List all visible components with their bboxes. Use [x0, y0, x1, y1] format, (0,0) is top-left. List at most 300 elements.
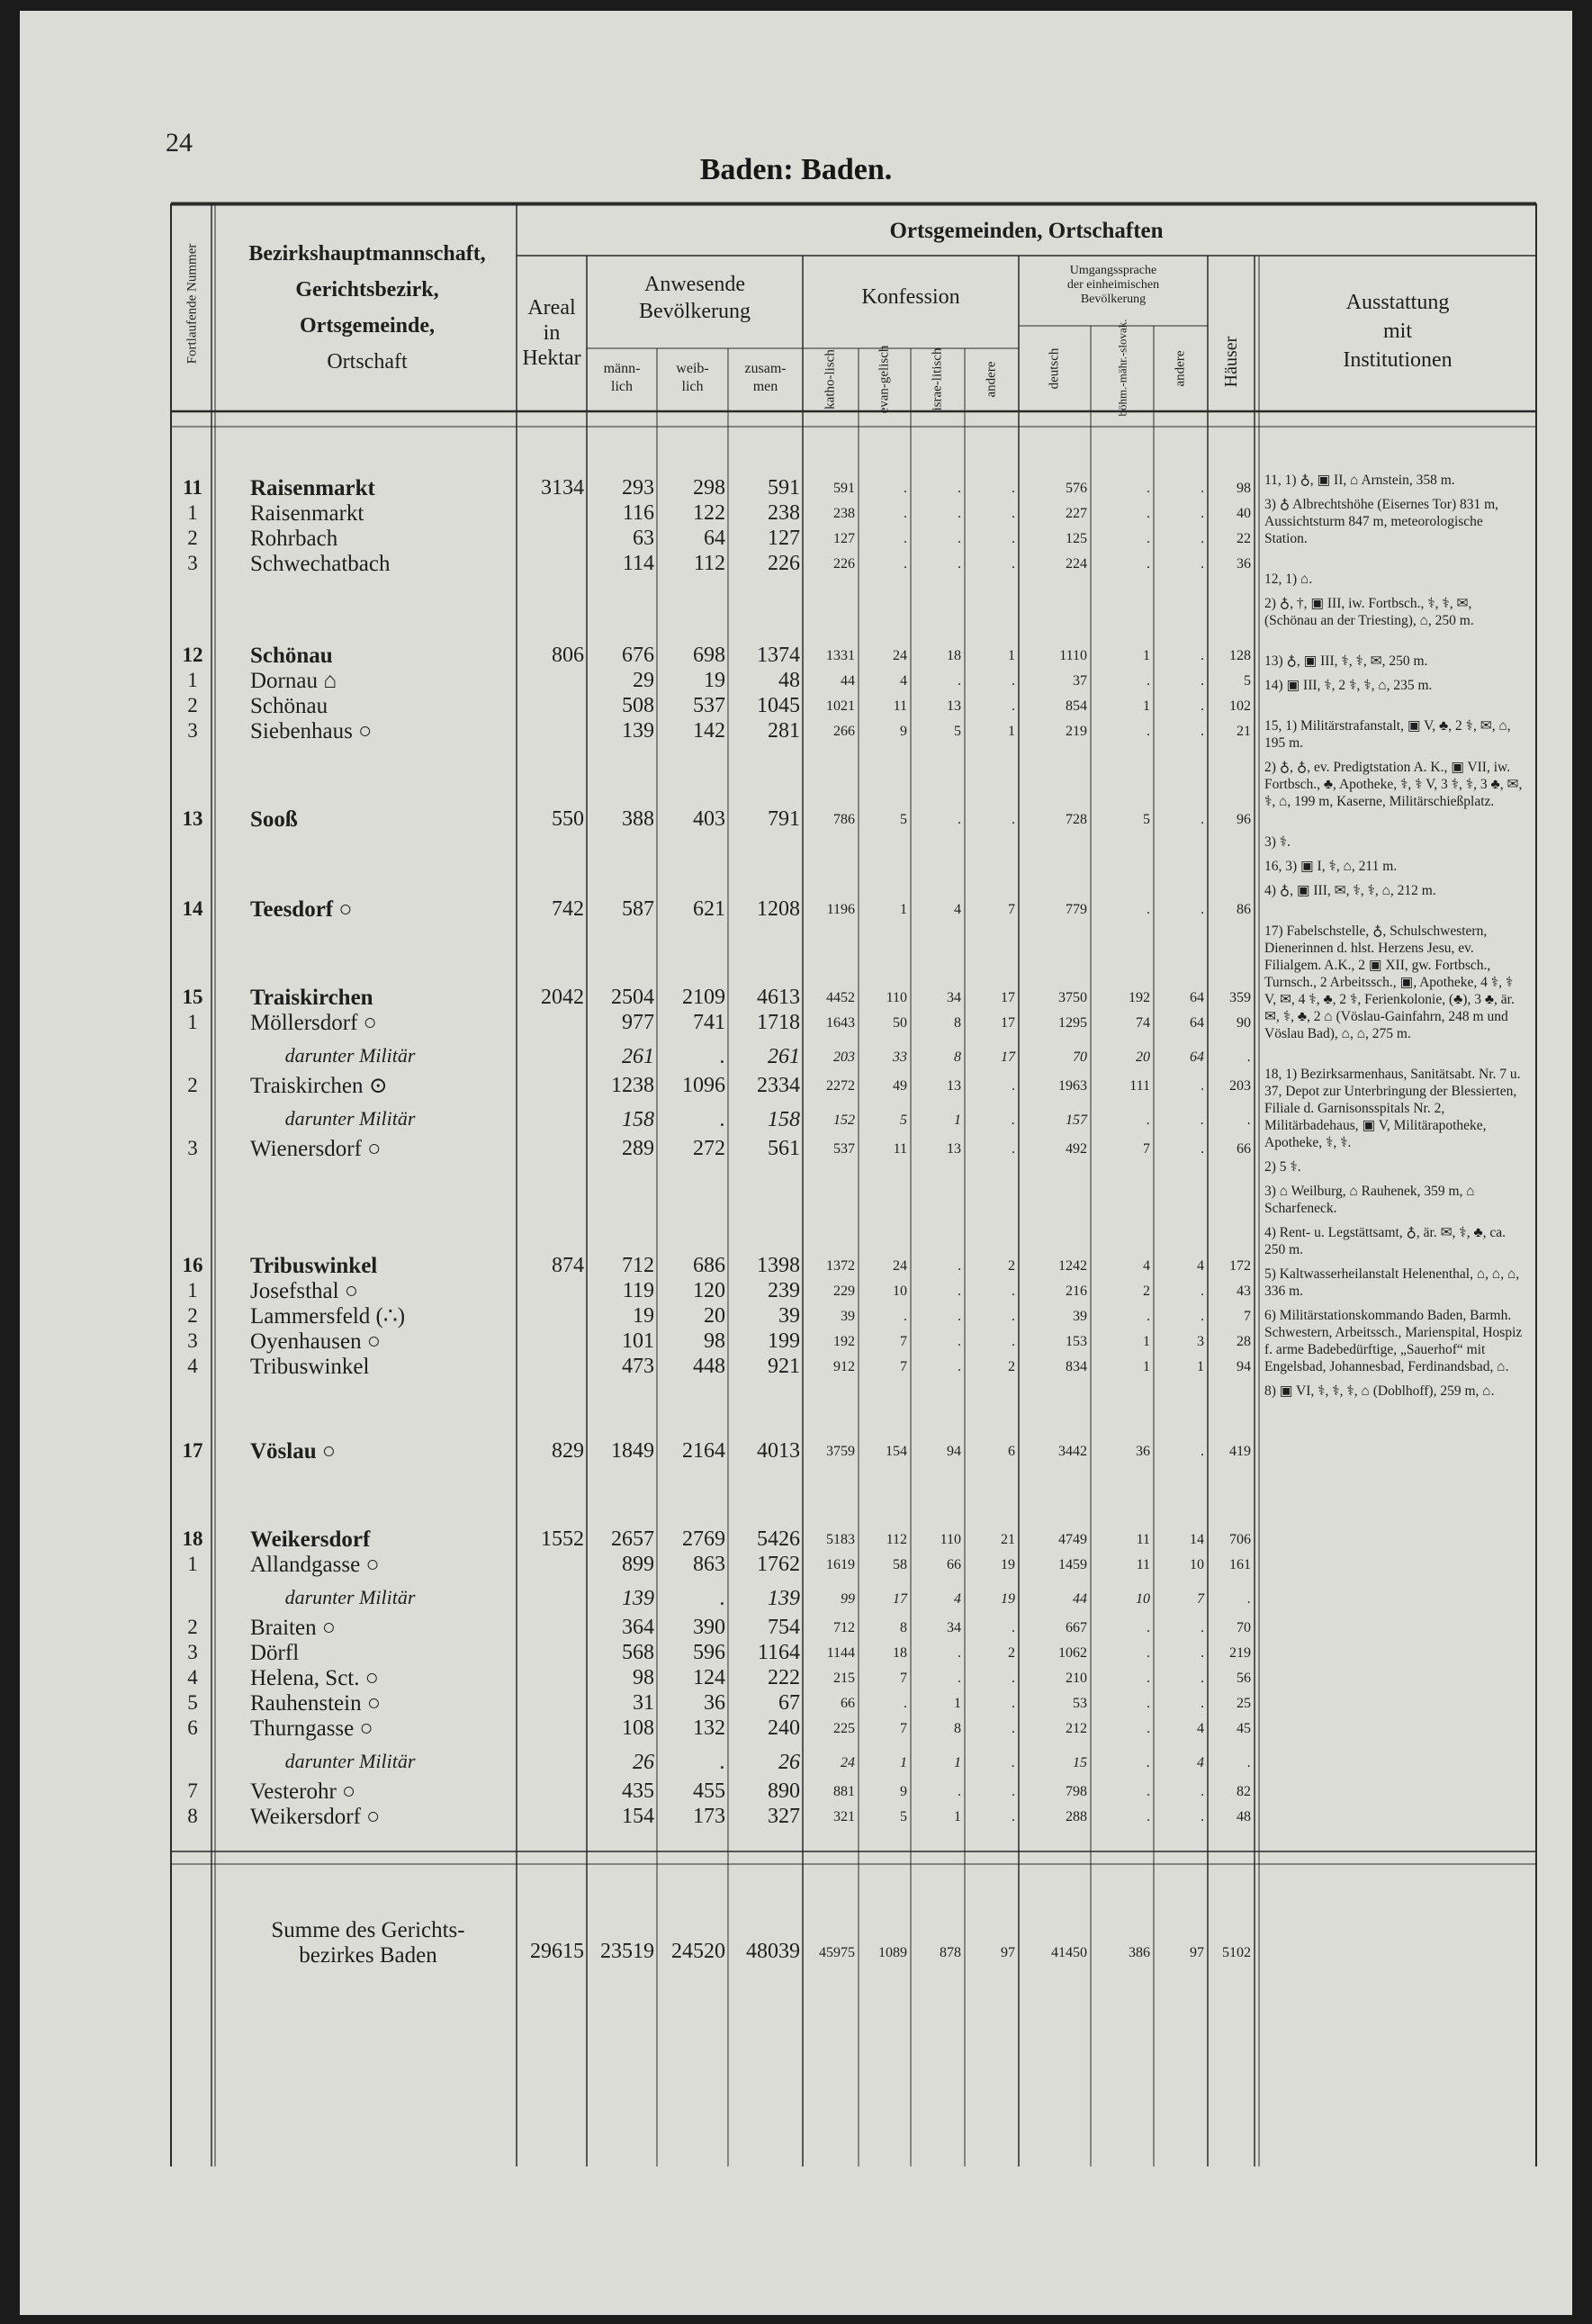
cell-kath: 1643 — [826, 1015, 855, 1031]
cell-kath: 1331 — [826, 648, 855, 663]
cell-ev: 110 — [886, 990, 907, 1005]
cell-h: 7 — [1244, 1309, 1251, 1324]
cell-de: 39 — [1073, 1309, 1087, 1324]
cell-z: 2334 — [757, 1074, 800, 1097]
cell-w: 403 — [693, 807, 725, 831]
cell-isr: . — [958, 1258, 961, 1274]
cell-z: 791 — [768, 807, 800, 831]
cell-ev: . — [904, 531, 907, 546]
header-sprache-1: Umgangssprache — [1069, 264, 1157, 277]
header-sprache-3: Bevölkerung — [1080, 293, 1147, 306]
row-number: 2 — [187, 1304, 198, 1327]
cell-isr: . — [958, 1359, 961, 1374]
row-number: 3 — [187, 1641, 198, 1663]
cell-and: . — [1012, 673, 1015, 689]
cell-boe: . — [1147, 531, 1150, 546]
cell-m: 1849 — [611, 1439, 654, 1463]
cell-isr: 13 — [947, 1078, 961, 1094]
summary-and: 97 — [1001, 1945, 1015, 1960]
cell-w: . — [720, 1045, 725, 1068]
header-name-line-2: Gerichtsbezirk, — [295, 278, 439, 302]
cell-ands: . — [1201, 902, 1204, 917]
cell-kath: 3759 — [826, 1444, 855, 1459]
cell-h: 25 — [1237, 1696, 1251, 1711]
row-number: 2 — [187, 1616, 198, 1638]
row-number: 1 — [187, 1553, 198, 1575]
cell-and: 1 — [1008, 724, 1015, 739]
row-number: 2 — [187, 694, 198, 716]
cell-z: 222 — [768, 1666, 800, 1689]
cell-boe: 74 — [1136, 1015, 1150, 1031]
cell-boe: 7 — [1143, 1141, 1150, 1157]
cell-w: 455 — [693, 1779, 725, 1803]
cell-h: 43 — [1237, 1284, 1251, 1299]
cell-isr: . — [958, 812, 961, 827]
cell-and: . — [1012, 1078, 1015, 1094]
cell-ands: . — [1201, 1809, 1204, 1824]
cell-and: . — [1012, 1334, 1015, 1349]
cell-boe: . — [1147, 673, 1150, 689]
cell-m: 119 — [622, 1279, 654, 1302]
cell-ands: . — [1201, 1645, 1204, 1661]
cell-isr: 4 — [954, 1591, 961, 1607]
cell-de: 576 — [1066, 481, 1087, 496]
cell-kath: 881 — [833, 1784, 855, 1799]
cell-ands: 64 — [1190, 1049, 1204, 1065]
locality-name: Weikersdorf ○ — [250, 1805, 381, 1829]
header-sprache-andere: andere — [1173, 350, 1188, 387]
cell-m: 139 — [622, 1587, 654, 1610]
cell-ev: 112 — [886, 1532, 907, 1547]
cell-de: 728 — [1066, 812, 1087, 827]
cell-boe: 36 — [1136, 1444, 1150, 1459]
cell-m: 2657 — [611, 1527, 654, 1551]
cell-m: 977 — [622, 1011, 654, 1034]
cell-z: 281 — [768, 719, 800, 743]
cell-ev: 7 — [900, 1721, 907, 1736]
cell-z: 26 — [778, 1751, 800, 1774]
cell-w: 173 — [693, 1805, 725, 1828]
row-number: 1 — [187, 669, 198, 691]
cell-isr: . — [958, 1784, 961, 1799]
cell-m: 261 — [622, 1045, 654, 1068]
cell-h: 419 — [1229, 1444, 1251, 1459]
cell-ev: 10 — [893, 1284, 907, 1299]
cell-ands: . — [1201, 812, 1204, 827]
cell-de: 157 — [1066, 1112, 1087, 1128]
cell-boe: 192 — [1129, 990, 1150, 1005]
cell-w: 64 — [704, 527, 725, 550]
institution-note: 2) ♁, ♁, ev. Predigtstation A. K., ▣ VII, iw. Fortbsch., ♣, Apotheke, ⚕, ⚕ V, 3 ⚕, ⚕, 3 ♣, ✉, ⚕, ⌂, 199 m, Kaserne, Militärschießplatz. — [1264, 760, 1523, 809]
cell-boe: 11 — [1136, 1557, 1150, 1572]
cell-isr: . — [958, 1334, 961, 1349]
cell-ev: 7 — [900, 1359, 907, 1374]
cell-w: 741 — [693, 1011, 725, 1034]
cell-and: . — [1012, 1784, 1015, 1799]
cell-de: 37 — [1073, 673, 1087, 689]
row-number: 2 — [187, 1074, 198, 1096]
cell-z: 238 — [768, 501, 800, 525]
row-number: 2 — [187, 527, 198, 549]
cell-w: 621 — [693, 897, 725, 921]
header-areal-2: in — [543, 321, 561, 345]
cell-ands: . — [1201, 531, 1204, 546]
cell-h: 82 — [1237, 1784, 1251, 1799]
header-anwesend-1: Anwesende — [644, 273, 745, 296]
header-ausstattung-2: mit — [1382, 320, 1412, 343]
institution-note: 12, 1) ⌂. — [1264, 572, 1313, 587]
cell-isr: . — [958, 1309, 961, 1324]
locality-name: Raisenmarkt — [250, 501, 364, 526]
cell-de: 288 — [1066, 1809, 1087, 1824]
cell-w: 698 — [693, 644, 725, 667]
cell-kath: 1372 — [826, 1258, 855, 1274]
header-haeuser: Häuser — [1221, 336, 1241, 388]
cell-ands: . — [1201, 1141, 1204, 1157]
cell-kath: 1021 — [826, 698, 855, 714]
cell-ands: 1 — [1197, 1359, 1204, 1374]
institution-note: 17) Fabelschstelle, ♁, Schulschwestern, Dienerinnen d. hlst. Herzens Jesu, ev. Filialgem. A.K., 2 ▣ XII, gw. Fortbsch., Turnsch., 2 Arbeitssch., ▣, Apotheke, 4 ⚕, ⚕ V, ✉, 4 ⚕, ♣, 2 ⚕, Ferienkolonie, (♣), 3 ♣, är. ✉, ⚕, ♣, 2 ⌂ (Vöslau-Gainfahrn, 248 m und Vöslau Bad), ⌂, ⌂, 275 m. — [1264, 923, 1515, 1041]
cell-and: 21 — [1001, 1532, 1015, 1547]
cell-and: 19 — [1001, 1591, 1015, 1607]
cell-ev: 7 — [900, 1334, 907, 1349]
cell-isr: 18 — [947, 648, 961, 663]
cell-isr: 94 — [947, 1444, 961, 1459]
header-deutsch: deutsch — [1047, 347, 1062, 390]
cell-m: 712 — [622, 1254, 654, 1277]
cell-m: 1238 — [611, 1074, 654, 1097]
cell-kath: 1144 — [826, 1645, 855, 1661]
cell-and: 2 — [1008, 1359, 1015, 1374]
cell-h: 40 — [1237, 506, 1251, 521]
cell-and: 1 — [1008, 648, 1015, 663]
cell-z: 39 — [778, 1304, 800, 1328]
cell-isr: . — [958, 673, 961, 689]
header-anwesend-2: Bevölkerung — [639, 300, 751, 323]
cell-isr: . — [958, 481, 961, 496]
cell-ev: 24 — [893, 648, 907, 663]
cell-boe: 4 — [1143, 1258, 1150, 1274]
cell-boe: 2 — [1143, 1284, 1150, 1299]
cell-kath: 152 — [833, 1112, 855, 1128]
cell-h: 203 — [1229, 1078, 1251, 1094]
header-ev: evan-gelisch — [877, 345, 892, 414]
header-name-line-1: Bezirkshauptmannschaft, — [248, 242, 486, 266]
summary-ands: 97 — [1190, 1945, 1204, 1960]
cell-m: 293 — [622, 476, 654, 500]
cell-ands: . — [1201, 1309, 1204, 1324]
cell-kath: 1196 — [826, 902, 855, 917]
cell-kath: 192 — [833, 1334, 855, 1349]
cell-h: 86 — [1237, 902, 1251, 917]
cell-and: . — [1012, 698, 1015, 714]
cell-ands: . — [1201, 1078, 1204, 1094]
scanned-page — [20, 11, 1572, 2315]
cell-w: 686 — [693, 1254, 725, 1277]
institution-note: 15, 1) Militärstrafanstalt, ▣ V, ♣, 2 ⚕, ✉, ⌂, 195 m. — [1264, 718, 1511, 751]
locality-name: Möllersdorf ○ — [250, 1011, 377, 1035]
locality-name: Dornau ⌂ — [250, 669, 337, 693]
cell-kath: 2272 — [826, 1078, 855, 1094]
cell-areal: 1552 — [541, 1527, 584, 1551]
cell-and: . — [1012, 531, 1015, 546]
cell-and: . — [1012, 1112, 1015, 1128]
cell-z: 1398 — [757, 1254, 800, 1277]
cell-m: 154 — [622, 1805, 654, 1828]
row-number: 16 — [182, 1254, 203, 1276]
cell-areal: 2042 — [541, 986, 584, 1009]
cell-isr: 34 — [947, 1620, 961, 1635]
cell-kath: 238 — [833, 506, 855, 521]
cell-and: . — [1012, 1809, 1015, 1824]
cell-m: 63 — [633, 527, 654, 550]
cell-h: 56 — [1237, 1671, 1251, 1686]
institution-note: 11, 1) ♁, ▣ II, ⌂ Arnstein, 358 m. — [1264, 473, 1455, 488]
cell-de: 224 — [1066, 556, 1087, 572]
cell-m: 2504 — [611, 986, 654, 1009]
row-number: 12 — [182, 644, 203, 666]
cell-boe: . — [1147, 1721, 1150, 1736]
cell-w: . — [720, 1587, 725, 1610]
cell-boe: . — [1147, 1696, 1150, 1711]
cell-m: 568 — [622, 1641, 654, 1664]
row-number: 8 — [187, 1805, 198, 1827]
cell-areal: 550 — [552, 807, 584, 831]
row-number: 7 — [187, 1779, 198, 1802]
locality-name: Josefsthal ○ — [250, 1279, 358, 1303]
page-title: Baden: Baden. — [699, 153, 893, 186]
cell-kath: 225 — [833, 1721, 855, 1736]
cell-isr: 1 — [954, 1112, 961, 1128]
institution-note: 8) ▣ VI, ⚕, ⚕, ⚕, ⌂ (Doblhoff), 259 m, ⌂. — [1264, 1383, 1495, 1399]
cell-ev: . — [904, 1309, 907, 1324]
cell-isr: 8 — [954, 1049, 961, 1065]
cell-w: 36 — [704, 1691, 725, 1715]
cell-ev: 1 — [900, 902, 907, 917]
cell-ev: 1 — [900, 1755, 907, 1770]
notes-column — [1264, 472, 1531, 2182]
cell-boe: 1 — [1143, 1334, 1150, 1349]
cell-h: 5 — [1244, 673, 1251, 689]
locality-name: Helena, Sct. ○ — [250, 1666, 379, 1690]
cell-h: 359 — [1229, 990, 1251, 1005]
locality-name: Vesterohr ○ — [250, 1779, 356, 1804]
cell-kath: 99 — [841, 1591, 855, 1607]
municipality-name: Tribuswinkel — [250, 1254, 378, 1278]
cell-areal: 829 — [552, 1439, 584, 1463]
header-z-1: zusam- — [744, 361, 787, 376]
row-number: 3 — [187, 552, 198, 574]
header-name-line-4: Ortschaft — [327, 350, 408, 374]
cell-z: 1045 — [757, 694, 800, 717]
cell-de: 216 — [1066, 1284, 1087, 1299]
cell-ev: 9 — [900, 1784, 907, 1799]
cell-ev: . — [904, 1696, 907, 1711]
cell-m: 116 — [622, 501, 654, 525]
cell-z: 239 — [768, 1279, 800, 1302]
cell-areal: 742 — [552, 897, 584, 921]
cell-and: 2 — [1008, 1645, 1015, 1661]
cell-ev: 49 — [893, 1078, 907, 1094]
cell-m: 473 — [622, 1355, 654, 1378]
cell-boe: . — [1147, 556, 1150, 572]
cell-de: 1062 — [1058, 1645, 1087, 1661]
cell-isr: 4 — [954, 902, 961, 917]
cell-ands: . — [1201, 1112, 1204, 1128]
cell-ev: 11 — [893, 698, 907, 714]
cell-z: 1208 — [757, 897, 800, 921]
row-number: 14 — [182, 897, 203, 920]
cell-ands: 4 — [1197, 1755, 1204, 1770]
cell-z: 5426 — [757, 1527, 800, 1551]
cell-h: . — [1247, 1049, 1251, 1065]
cell-m: 364 — [622, 1616, 654, 1639]
cell-h: . — [1247, 1591, 1251, 1607]
row-number: 4 — [187, 1355, 198, 1377]
cell-boe: 111 — [1129, 1078, 1150, 1094]
cell-h: 90 — [1237, 1015, 1251, 1031]
cell-isr: 1 — [954, 1755, 961, 1770]
cell-h: 21 — [1237, 724, 1251, 739]
cell-z: 158 — [768, 1108, 800, 1131]
cell-ev: 18 — [893, 1645, 907, 1661]
institution-note: 14) ▣ III, ⚕, 2 ⚕, ⚕, ⌂, 235 m. — [1264, 678, 1433, 693]
row-number: 1 — [187, 1011, 198, 1033]
header-w-2: lich — [681, 379, 704, 394]
cell-and: 7 — [1008, 902, 1015, 917]
cell-m: 676 — [622, 644, 654, 667]
cell-boe: . — [1147, 902, 1150, 917]
locality-name: Schönau — [250, 694, 328, 718]
municipality-name: Raisenmarkt — [250, 476, 375, 500]
cell-z: 240 — [768, 1716, 800, 1740]
cell-ands: . — [1201, 1284, 1204, 1299]
cell-h: 28 — [1237, 1334, 1251, 1349]
cell-de: 3750 — [1058, 990, 1087, 1005]
cell-and: . — [1012, 1620, 1015, 1635]
row-number: 15 — [182, 986, 203, 1008]
header-z-2: men — [752, 379, 778, 394]
cell-boe: . — [1147, 1671, 1150, 1686]
summary-areal: 29615 — [530, 1940, 584, 1963]
row-number: 17 — [182, 1439, 203, 1462]
header-ausstattung-3: Institutionen — [1343, 348, 1453, 372]
cell-kath: 321 — [833, 1809, 855, 1824]
cell-kath: 24 — [841, 1755, 855, 1770]
row-number: 1 — [187, 501, 198, 524]
cell-ev: 8 — [900, 1620, 907, 1635]
cell-h: . — [1247, 1755, 1251, 1770]
cell-kath: 266 — [833, 724, 855, 739]
cell-ev: . — [904, 506, 907, 521]
cell-z: 199 — [768, 1329, 800, 1353]
institution-note: 5) Kaltwasserheilanstalt Helenenthal, ⌂, ⌂, ⌂, 336 m. — [1264, 1266, 1520, 1299]
cell-isr: 13 — [947, 698, 961, 714]
cell-isr: . — [958, 531, 961, 546]
cell-ands: . — [1201, 1784, 1204, 1799]
locality-name: Tribuswinkel — [250, 1355, 370, 1379]
summary-ev: 1089 — [878, 1945, 907, 1960]
cell-ands: . — [1201, 648, 1204, 663]
cell-h: 22 — [1237, 531, 1251, 546]
row-number: 3 — [187, 719, 198, 742]
locality-name: Siebenhaus ○ — [250, 719, 373, 743]
header-boehm: böhm.-mähr.-slovak. — [1115, 319, 1129, 417]
cell-and: . — [1012, 506, 1015, 521]
cell-and: . — [1012, 1284, 1015, 1299]
cell-h: 45 — [1237, 1721, 1251, 1736]
header-w-1: weib- — [676, 361, 709, 376]
cell-ands: . — [1201, 506, 1204, 521]
cell-isr: . — [958, 556, 961, 572]
cell-ev: 50 — [893, 1015, 907, 1031]
summary-h: 5102 — [1222, 1945, 1251, 1960]
cell-de: 1242 — [1058, 1258, 1087, 1274]
cell-ands: . — [1201, 1620, 1204, 1635]
header-sprache-2: der einheimischen — [1066, 278, 1160, 292]
row-number: 13 — [182, 807, 203, 830]
cell-de: 854 — [1066, 698, 1087, 714]
cell-and: . — [1012, 481, 1015, 496]
cell-boe: 11 — [1136, 1532, 1150, 1547]
cell-de: 153 — [1066, 1334, 1087, 1349]
header-kath: katho-lisch — [823, 349, 838, 410]
cell-h: 172 — [1229, 1258, 1251, 1274]
locality-name: Braiten ○ — [250, 1616, 336, 1640]
cell-h: 128 — [1229, 648, 1251, 663]
cell-de: 210 — [1066, 1671, 1087, 1686]
cell-kath: 5183 — [826, 1532, 855, 1547]
cell-de: 834 — [1066, 1359, 1087, 1374]
cell-w: 124 — [693, 1666, 725, 1689]
header-areal-1: Areal — [527, 296, 576, 320]
cell-de: 1295 — [1058, 1015, 1087, 1031]
cell-kath: 1619 — [826, 1557, 855, 1572]
institution-note: 3) ⚕. — [1264, 834, 1291, 850]
cell-z: 1762 — [757, 1553, 800, 1576]
cell-isr: 8 — [954, 1721, 961, 1736]
cell-w: 20 — [704, 1304, 725, 1328]
cell-ev: 17 — [893, 1591, 907, 1607]
cell-h: 102 — [1229, 698, 1251, 714]
cell-de: 70 — [1073, 1049, 1087, 1065]
cell-z: 921 — [768, 1355, 800, 1378]
cell-ev: 11 — [893, 1141, 907, 1157]
cell-z: 261 — [768, 1045, 800, 1068]
cell-h: 219 — [1229, 1645, 1251, 1661]
cell-ands: 4 — [1197, 1258, 1204, 1274]
cell-m: 587 — [622, 897, 654, 921]
institution-note: 2) ♁, †, ▣ III, iw. Fortbsch., ⚕, ⚕, ✉, (Schönau an der Triesting), ⌂, 250 m. — [1264, 596, 1474, 628]
cell-h: 66 — [1237, 1141, 1251, 1157]
row-number: 6 — [187, 1716, 198, 1739]
cell-w: 1096 — [682, 1074, 725, 1097]
institution-note: 6) Militärstationskommando Baden, Barmh. Schwestern, Arbeitssch., Marienspital, Hospiz f. arme Badebedürftige, „Sauerhof“ mit Engelsbad, Johannesbad, Ferdinandsbad, ⌂. — [1264, 1308, 1523, 1374]
cell-kath: 786 — [833, 812, 855, 827]
header-index: Fortlaufende Nummer — [184, 243, 200, 365]
cell-m: 139 — [622, 719, 654, 743]
institution-note: 16, 3) ▣ I, ⚕, ⌂, 211 m. — [1264, 859, 1398, 874]
cell-z: 48 — [778, 669, 800, 692]
cell-isr: 8 — [954, 1015, 961, 1031]
cell-boe: 1 — [1143, 698, 1150, 714]
cell-isr: . — [958, 1671, 961, 1686]
cell-z: 1164 — [757, 1641, 800, 1664]
summary-kath: 45975 — [819, 1945, 855, 1960]
summary-z: 48039 — [746, 1940, 800, 1963]
cell-h: 94 — [1237, 1359, 1251, 1374]
military-note: darunter Militär — [284, 1750, 416, 1772]
